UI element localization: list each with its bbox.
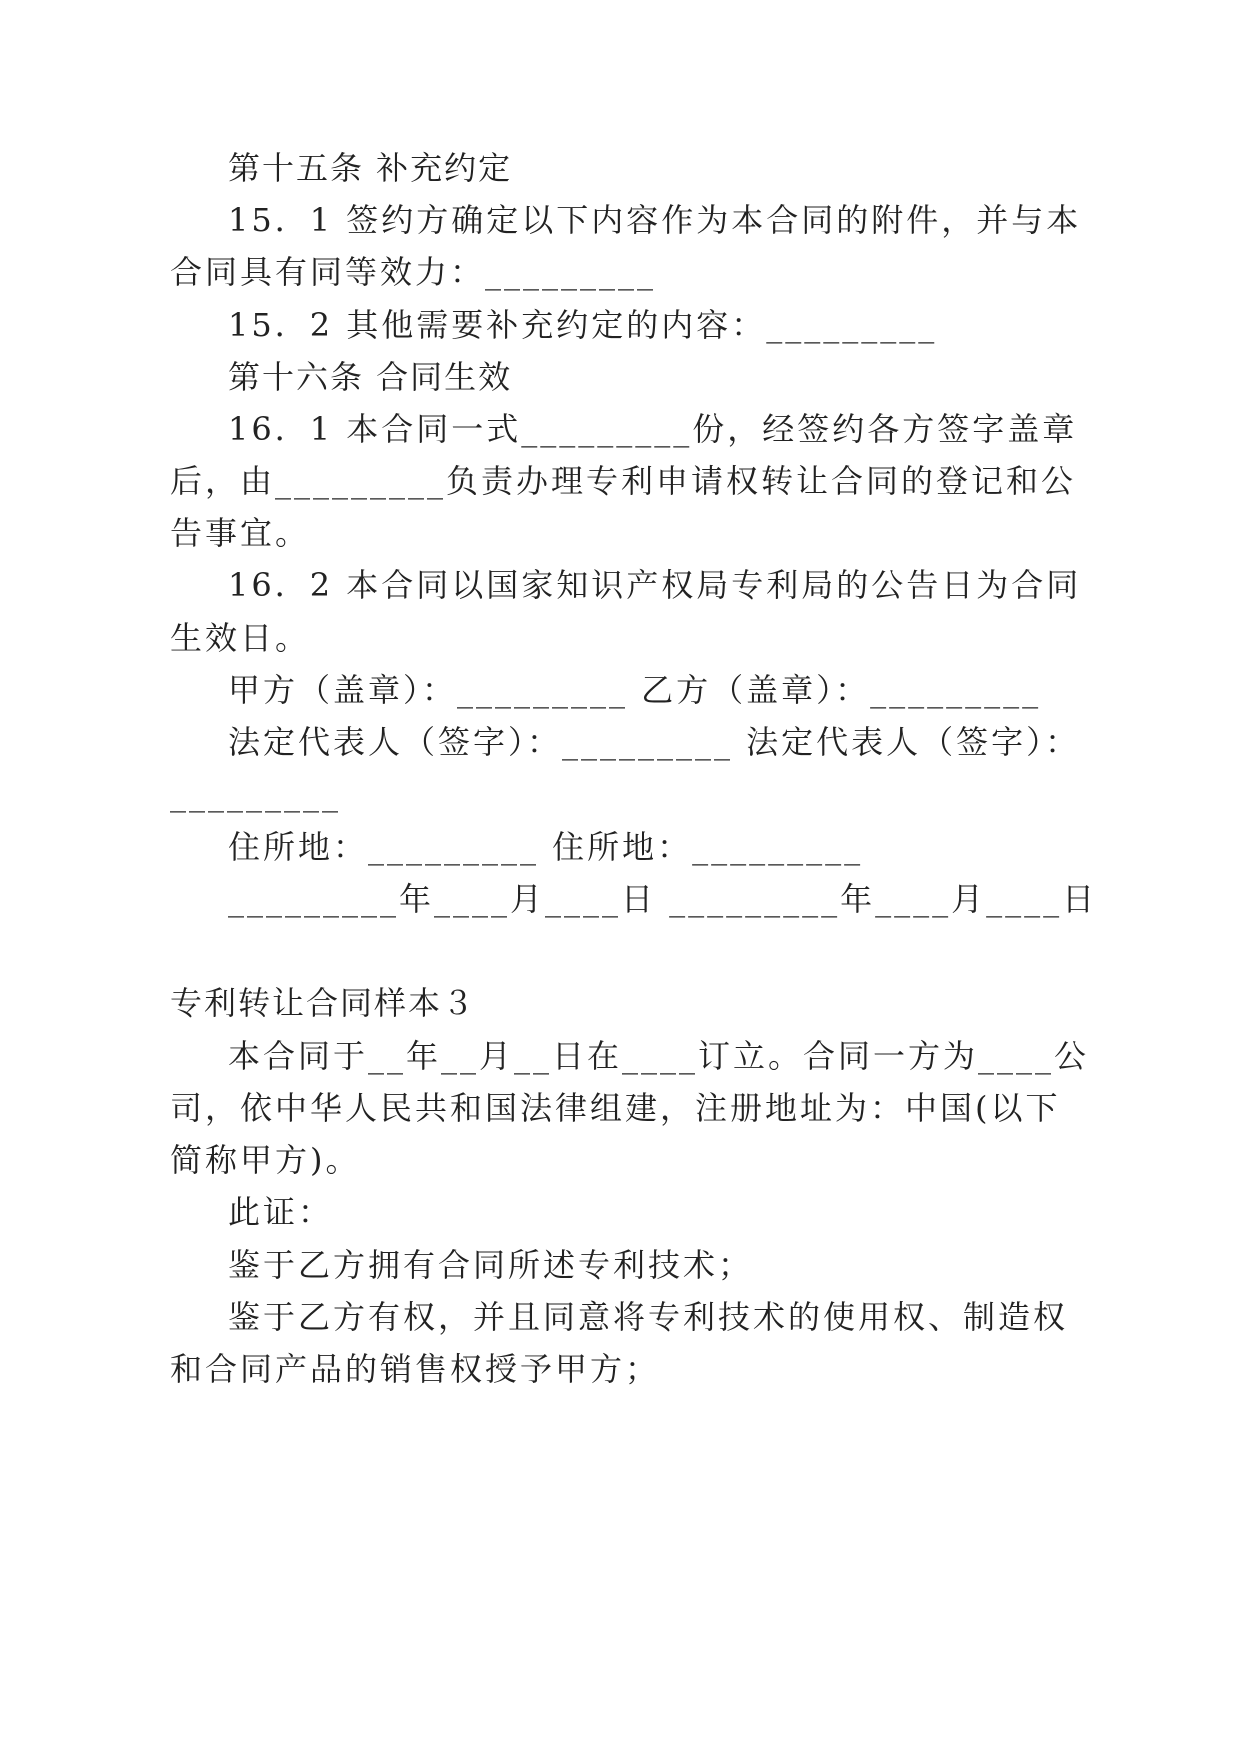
- date-line: _________年____月____日 _________年____月____日: [228, 880, 1098, 918]
- legal-rep-blank: _________: [170, 775, 341, 813]
- sample-3-intro-end: 简称甲方)。: [170, 1141, 361, 1179]
- clause-16-2-end: 生效日。: [170, 619, 311, 657]
- legal-rep-line: 法定代表人（签字）：_________ 法定代表人（签字）：: [228, 723, 1081, 761]
- sample-3-title: 专利转让合同样本３: [170, 984, 477, 1022]
- sample-3-intro: 本合同于__年__月__日在____订立。合同一方为____公: [228, 1037, 1090, 1075]
- whereas-1: 鉴于乙方拥有合同所述专利技术；: [228, 1246, 754, 1284]
- clause-15-1: 15．1 签约方确定以下内容作为本合同的附件，并与本: [228, 201, 1082, 239]
- clause-16-1-cont: 后，由_________负责办理专利申请权转让合同的登记和公: [170, 462, 1077, 500]
- whereas-2-cont: 和合同产品的销售权授予甲方；: [170, 1350, 661, 1388]
- clause-16-2: 16．2 本合同以国家知识产权局专利局的公告日为合同: [228, 566, 1082, 604]
- clause-15-1-cont: 合同具有同等效力：_________: [170, 253, 657, 291]
- clause-16-1-end: 告事宜。: [170, 514, 311, 552]
- clause-16-1: 16．1 本合同一式_________份，经签约各方签字盖章: [228, 410, 1078, 448]
- whereas-2: 鉴于乙方有权，并且同意将专利技术的使用权、制造权: [228, 1298, 1069, 1336]
- article-16-heading: 第十六条 合同生效: [228, 358, 513, 396]
- clause-15-2: 15．2 其他需要补充约定的内容：_________: [228, 306, 938, 344]
- witness-line: 此证：: [228, 1193, 334, 1231]
- article-15-heading: 第十五条 补充约定: [228, 149, 513, 187]
- address-line: 住所地：_________ 住所地：_________: [228, 828, 864, 866]
- party-seal-line: 甲方（盖章）：_________ 乙方（盖章）：_________: [228, 671, 1042, 709]
- sample-3-intro-cont: 司，依中华人民共和国法律组建，注册地址为：中国(以下: [170, 1089, 1061, 1127]
